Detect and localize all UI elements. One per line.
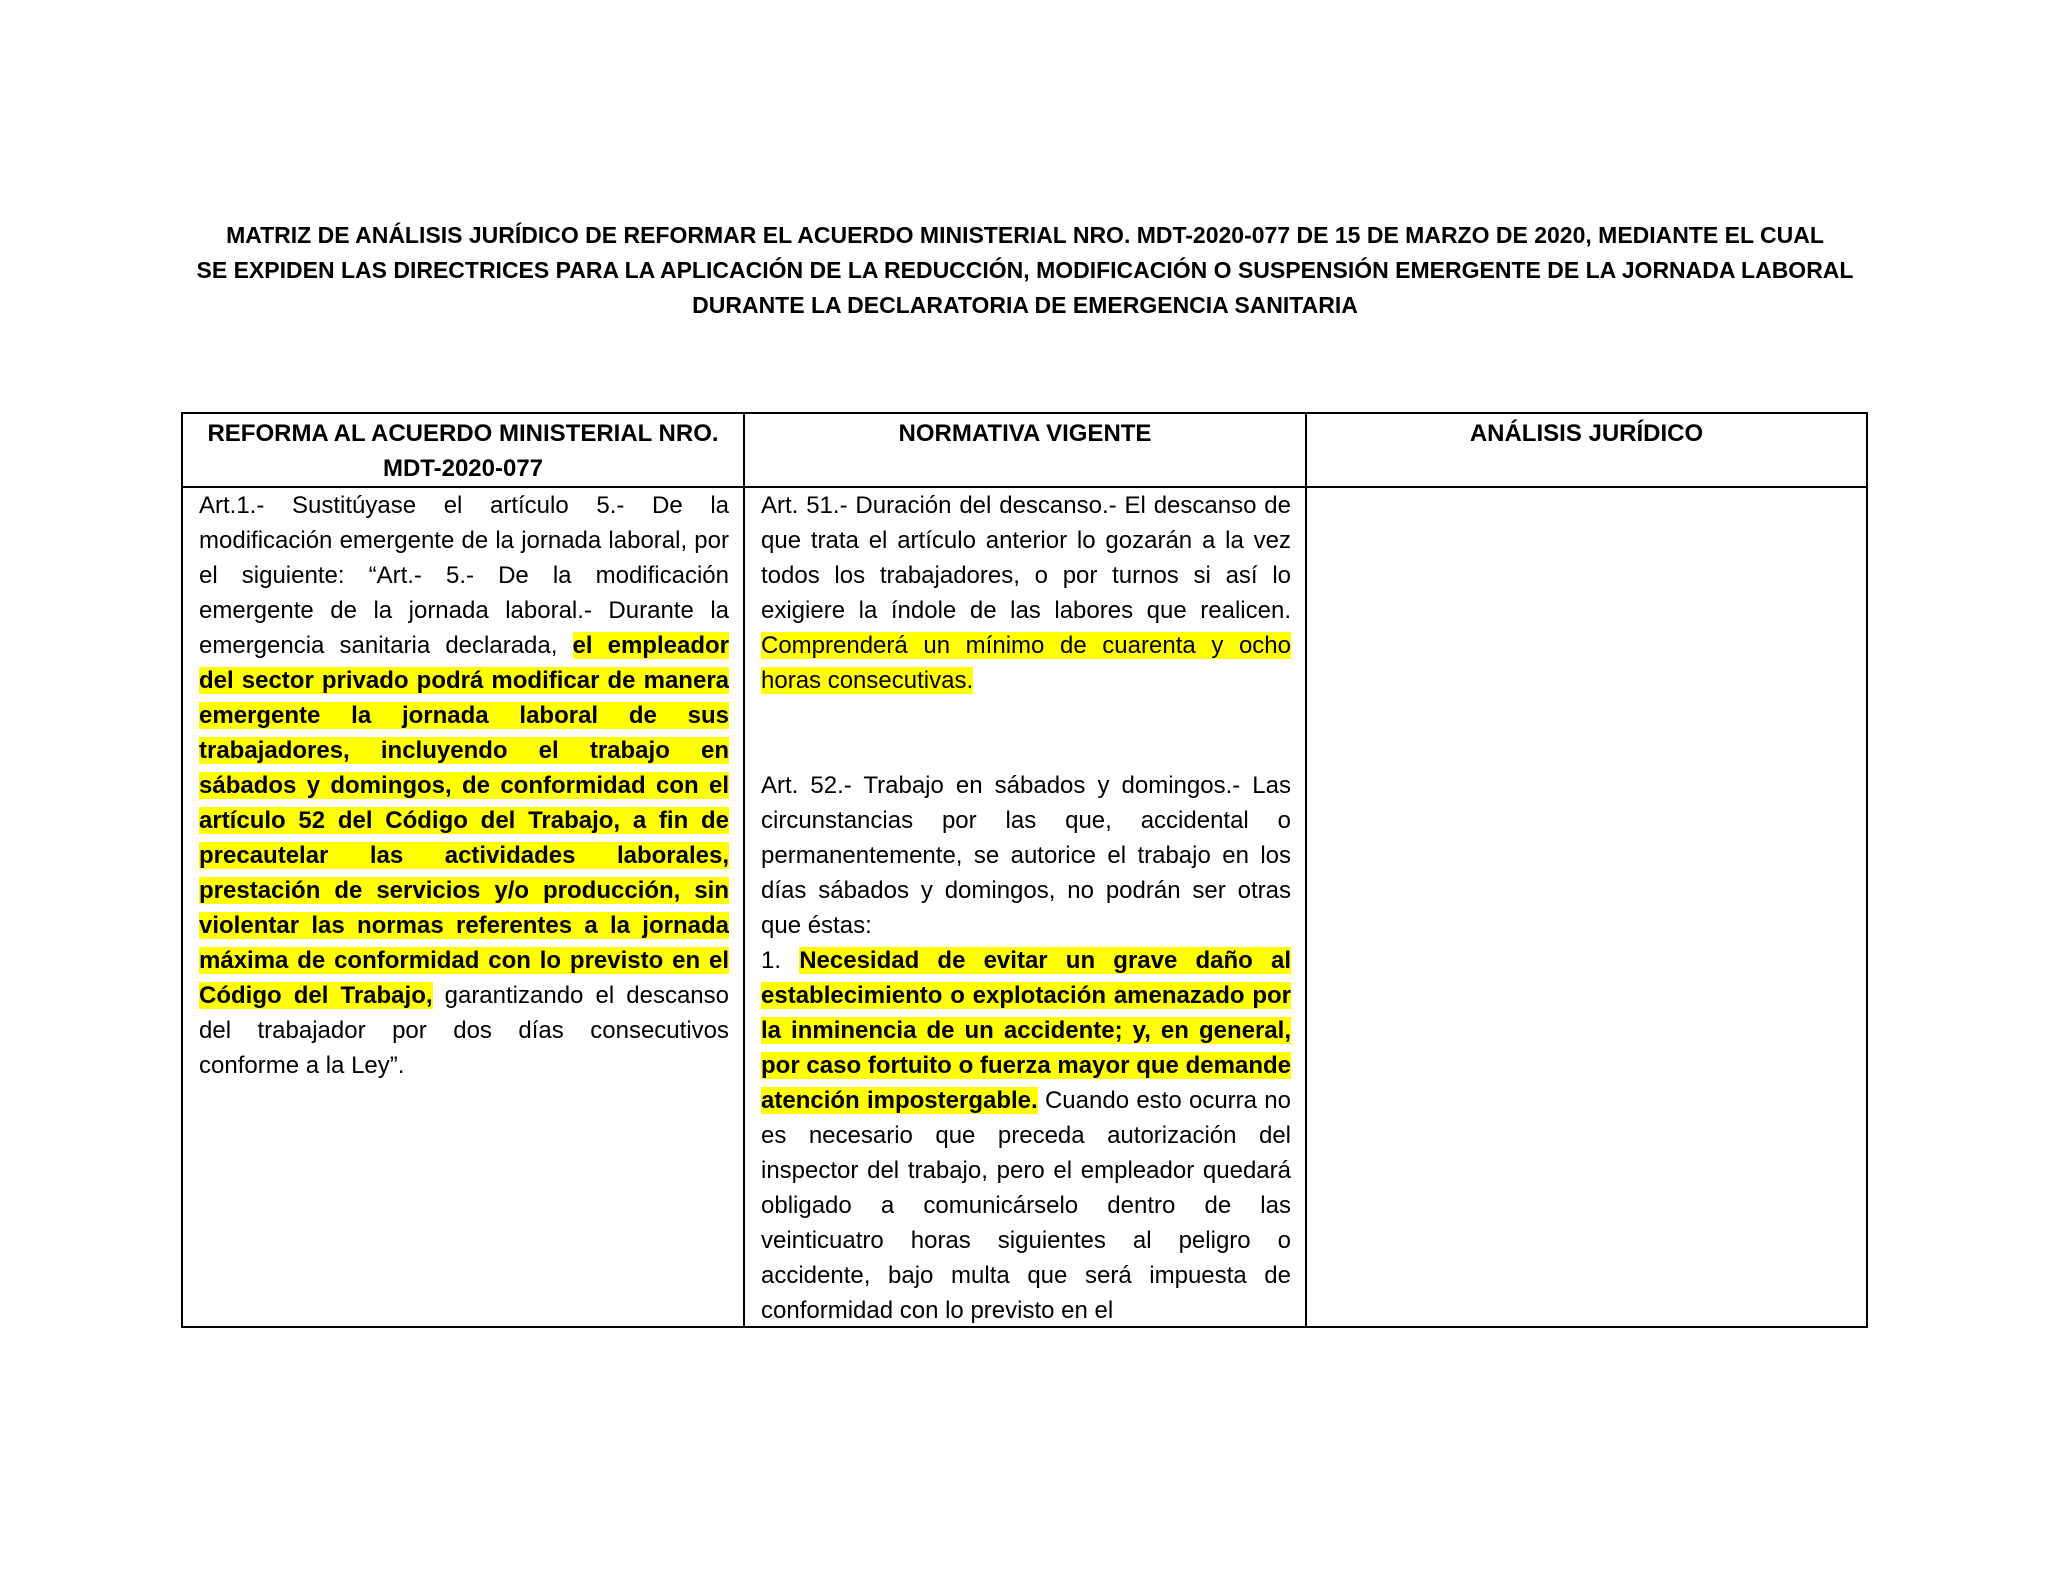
title-line-2: SE EXPIDEN LAS DIRECTRICES PARA LA APLICACIÓN DE LA REDUCCIÓN, MODIFICACIÓN O SUSPENSIÓN EMERGENTE DE LA JORNADA LABORAL bbox=[196, 257, 1854, 283]
analysis-matrix-table bbox=[181, 412, 1868, 1328]
header-reforma: REFORMA AL ACUERDO MINISTERIAL NRO. MDT-2020-077 bbox=[182, 413, 744, 487]
article-51-highlight: Comprenderá un mínimo de cuarenta y ocho horas consecutivas. bbox=[761, 632, 1291, 694]
article-51 bbox=[761, 488, 1291, 698]
article-52-item-1 bbox=[761, 943, 1291, 1326]
reforma-intro-text: Art.1.- Sustitúyase el artículo 5.- De la modificación emergente de la jornada laboral, por el siguiente: “Art.- 5.- De la modificación emergente de la jornada laboral.- Durante la emergencia sanitaria declarada, bbox=[199, 492, 729, 659]
article-52 bbox=[761, 768, 1291, 1326]
cell-analisis-juridico bbox=[1306, 487, 1867, 1327]
paragraph-spacer bbox=[761, 698, 1291, 768]
title-line-3: DURANTE LA DECLARATORIA DE EMERGENCIA SANITARIA bbox=[692, 292, 1358, 318]
reforma-outro-text: garantizando el descanso del trabajador por dos días consecutivos conforme a la Ley”. bbox=[199, 982, 729, 1079]
item-1-number: 1. bbox=[761, 947, 800, 974]
cell-reforma bbox=[182, 487, 744, 1327]
article-52-text: Art. 52.- Trabajo en sábados y domingos.- Las circunstancias por las que, accidental o permanentemente, se autorice el trabajo en los días sábados y domingos, no podrán ser otras que éstas: bbox=[761, 772, 1291, 939]
document-title bbox=[160, 218, 1890, 323]
cell-normativa-vigente bbox=[744, 487, 1306, 1327]
header-normativa-vigente: NORMATIVA VIGENTE bbox=[744, 413, 1306, 487]
reforma-highlighted-text: el empleador del sector privado podrá modificar de manera emergente la jornada laboral de sus trabajadores, incluyendo el trabajo en sábados y domingos, de conformidad con el artículo 52 del Código del Trabajo, a fin de precautelar las actividades laborales, prestación de servicios y/o producción, sin violentar las normas referentes a la jornada máxima de conformidad con lo previsto en el Código del Trabajo, bbox=[199, 632, 729, 1009]
analisis-content bbox=[1323, 488, 1852, 1326]
table-row bbox=[182, 487, 1867, 1327]
item-1-rest: Cuando esto ocurra no es necesario que preceda autorización del inspector del trabajo, pero el empleador quedará obligado a comunicárselo dentro de las veinticuatro horas siguientes al peligro o accidente, bajo multa que será impuesta de conformidad con lo previsto en el bbox=[761, 1087, 1291, 1324]
table-header-row bbox=[182, 413, 1867, 487]
item-1-highlight: Necesidad de evitar un grave daño al establecimiento o explotación amenazado por la inminencia de un accidente; y, en general, por caso fortuito o fuerza mayor que demande atención impostergable. bbox=[761, 947, 1291, 1114]
header-analisis-juridico: ANÁLISIS JURÍDICO bbox=[1306, 413, 1867, 487]
article-51-text: Art. 51.- Duración del descanso.- El descanso de que trata el artículo anterior lo gozarán a la vez todos los trabajadores, o por turnos si así lo exigiere la índole de las labores que realicen. bbox=[761, 492, 1291, 624]
title-line-1: MATRIZ DE ANÁLISIS JURÍDICO DE REFORMAR EL ACUERDO MINISTERIAL NRO. MDT-2020-077 DE 15 DE MARZO DE 2020, MEDIANTE EL CUAL bbox=[226, 222, 1824, 248]
